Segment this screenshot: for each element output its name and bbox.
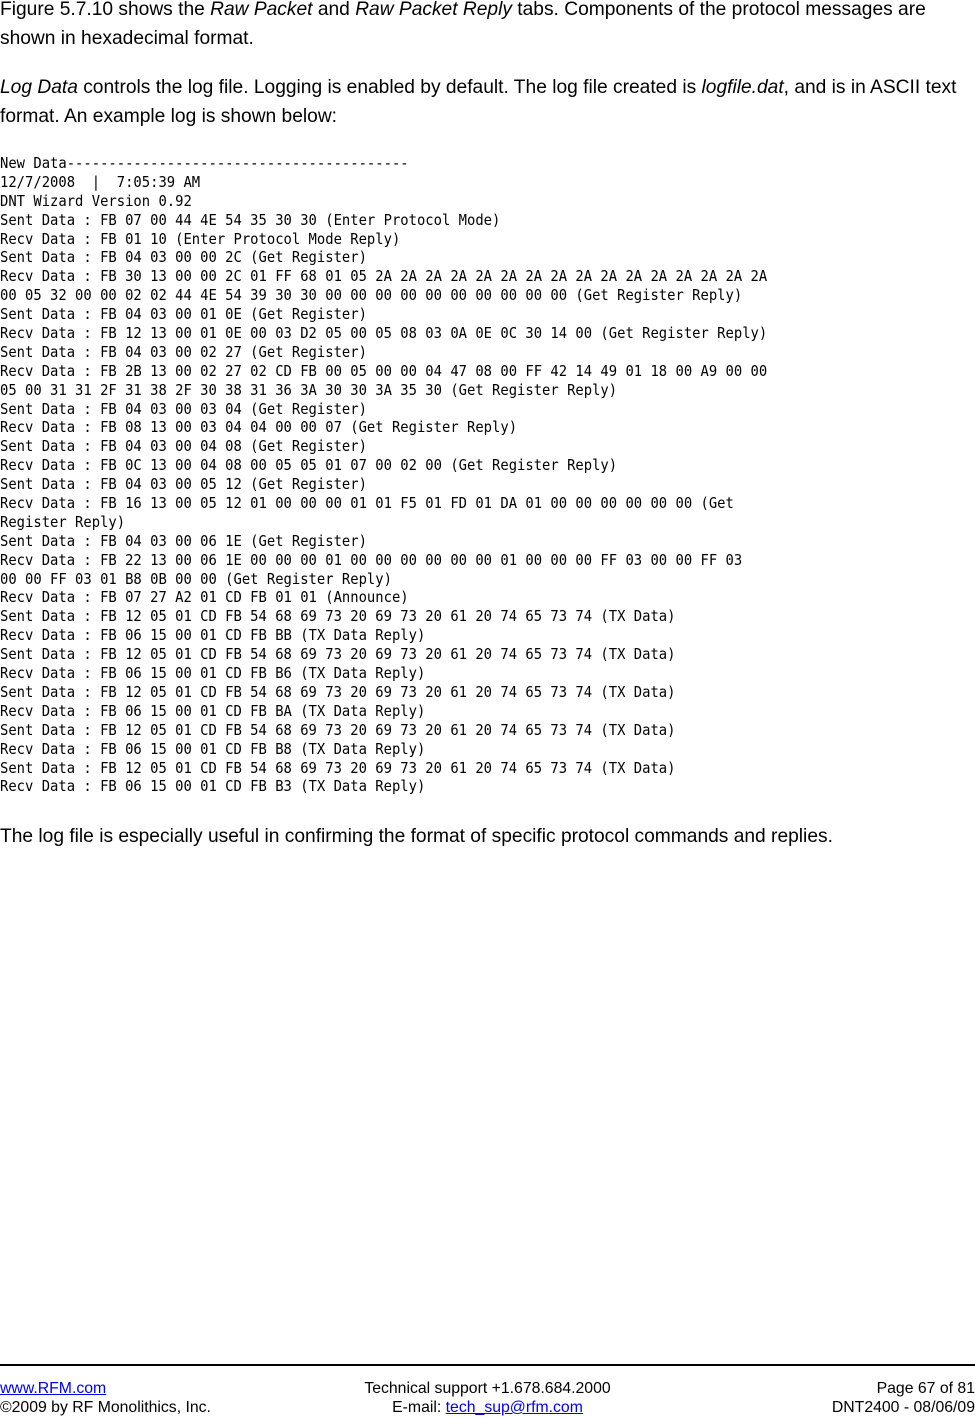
log-filename: logfile.dat [701, 77, 784, 98]
log-line: Recv Data : FB 2B 13 00 02 27 02 CD FB 00 05 00 00 04 47 08 00 FF 42 14 49 01 18 00 A9 00 00 [0, 361, 768, 380]
log-line: New Data----------------------------------------- [0, 154, 409, 172]
email-link[interactable]: tech_sup@rfm.com [445, 1399, 583, 1416]
log-line: Recv Data : FB 06 15 00 01 CD FB B6 (TX Data Reply) [0, 664, 426, 683]
log-line: Recv Data : FB 16 13 00 05 12 01 00 00 00 01 01 F5 01 FD 01 DA 01 00 00 00 00 00 00 (Get [0, 494, 734, 513]
log-file-example [0, 154, 767, 796]
log-line: Sent Data : FB 12 05 01 CD FB 54 68 69 73 20 69 73 20 61 20 74 65 73 74 (TX Data) [0, 758, 676, 777]
log-line: Sent Data : FB 04 03 00 03 04 (Get Register) [0, 399, 367, 418]
log-line: Sent Data : FB 04 03 00 05 12 (Get Register) [0, 475, 367, 494]
log-line: Recv Data : FB 22 13 00 06 1E 00 00 00 01 00 00 00 00 00 00 01 00 00 00 FF 03 00 00 FF 03 [0, 550, 743, 569]
log-line: Recv Data : FB 06 15 00 01 CD FB BA (TX Data Reply) [0, 701, 426, 720]
support-email [0, 1398, 975, 1417]
log-line: Register Reply) [0, 512, 126, 531]
text-run: , and is in ASCII text format. An example log is shown below: [0, 77, 957, 127]
log-line: Recv Data : FB 0C 13 00 04 08 00 05 05 01 07 00 02 00 (Get Register Reply) [0, 456, 618, 475]
footer-divider [0, 1364, 975, 1366]
log-line: 05 00 31 31 2F 31 38 2F 30 38 31 36 3A 30 30 3A 35 30 (Get Register Reply) [0, 380, 618, 399]
intro-paragraph-log-data [0, 74, 972, 131]
text-run: controls the log file. Logging is enabled by default. The log file created is [77, 77, 702, 98]
log-line: Sent Data : FB 04 03 00 01 0E (Get Register) [0, 305, 367, 324]
log-line: Sent Data : FB 07 00 44 4E 54 35 30 30 (Enter Protocol Mode) [0, 210, 501, 229]
footer-row-1 [0, 1379, 975, 1398]
log-data-term: Log Data [0, 77, 78, 98]
intro-paragraph-raw-packet [0, 0, 972, 53]
log-line: Recv Data : FB 06 15 00 01 CD FB B3 (TX Data Reply) [0, 777, 426, 796]
log-line: 00 00 FF 03 01 B8 0B 00 00 (Get Register Reply) [0, 569, 392, 588]
log-line: Sent Data : FB 12 05 01 CD FB 54 68 69 73 20 69 73 20 61 20 74 65 73 74 (TX Data) [0, 720, 676, 739]
log-line: Sent Data : FB 04 03 00 00 2C (Get Register) [0, 248, 367, 267]
support-phone: Technical support +1.678.684.2000 [364, 1380, 611, 1397]
closing-paragraph: The log file is especially useful in confirming the format of specific protocol commands and replies. [0, 826, 833, 847]
log-line: Sent Data : FB 12 05 01 CD FB 54 68 69 73 20 69 73 20 61 20 74 65 73 74 (TX Data) [0, 645, 676, 664]
log-line: Sent Data : FB 12 05 01 CD FB 54 68 69 73 20 69 73 20 61 20 74 65 73 74 (TX Data) [0, 682, 676, 701]
text-run: Figure 5.7.10 shows the [0, 0, 211, 20]
raw-packet-reply-term: Raw Packet Reply [355, 0, 512, 20]
log-line: Recv Data : FB 08 13 00 03 04 04 00 00 07 (Get Register Reply) [0, 418, 518, 437]
log-line: Recv Data : FB 30 13 00 00 2C 01 FF 68 01 05 2A 2A 2A 2A 2A 2A 2A 2A 2A 2A 2A 2A 2A 2A 2A 2A [0, 267, 768, 286]
log-line: Recv Data : FB 07 27 A2 01 CD FB 01 01 (Announce) [0, 588, 409, 607]
log-line: DNT Wizard Version 0.92 [0, 191, 192, 210]
log-line: 00 05 32 00 00 02 02 44 4E 54 39 30 30 00 00 00 00 00 00 00 00 00 00 (Get Register Reply) [0, 286, 743, 305]
log-line: Recv Data : FB 12 13 00 01 0E 00 03 D2 05 00 05 08 03 0A 0E 0C 30 14 00 (Get Register Reply) [0, 324, 768, 343]
email-label: E-mail: [392, 1399, 446, 1416]
log-line: Recv Data : FB 06 15 00 01 CD FB B8 (TX Data Reply) [0, 739, 426, 758]
log-line: Sent Data : FB 04 03 00 06 1E (Get Register) [0, 531, 367, 550]
footer-row-2 [0, 1398, 975, 1417]
log-line: 12/7/2008 | 7:05:39 AM [0, 172, 201, 191]
raw-packet-term: Raw Packet [210, 0, 313, 20]
website-link[interactable]: www.RFM.com [0, 1380, 107, 1397]
log-line: Sent Data : FB 04 03 00 02 27 (Get Register) [0, 342, 367, 361]
document-id: DNT2400 - 08/06/09 [831, 1399, 975, 1416]
text-run: tabs. Components of the protocol messages are shown in hexadecimal format. [0, 0, 926, 49]
page-footer [0, 1379, 975, 1417]
copyright: ©2009 by RF Monolithics, Inc. [0, 1399, 211, 1416]
text-run: and [312, 0, 356, 20]
log-line: Sent Data : FB 12 05 01 CD FB 54 68 69 73 20 69 73 20 61 20 74 65 73 74 (TX Data) [0, 607, 676, 626]
log-line: Recv Data : FB 06 15 00 01 CD FB BB (TX Data Reply) [0, 626, 426, 645]
page-number: Page 67 of 81 [876, 1380, 975, 1397]
log-line: Sent Data : FB 04 03 00 04 08 (Get Register) [0, 437, 367, 456]
log-line: Recv Data : FB 01 10 (Enter Protocol Mode Reply) [0, 229, 401, 248]
